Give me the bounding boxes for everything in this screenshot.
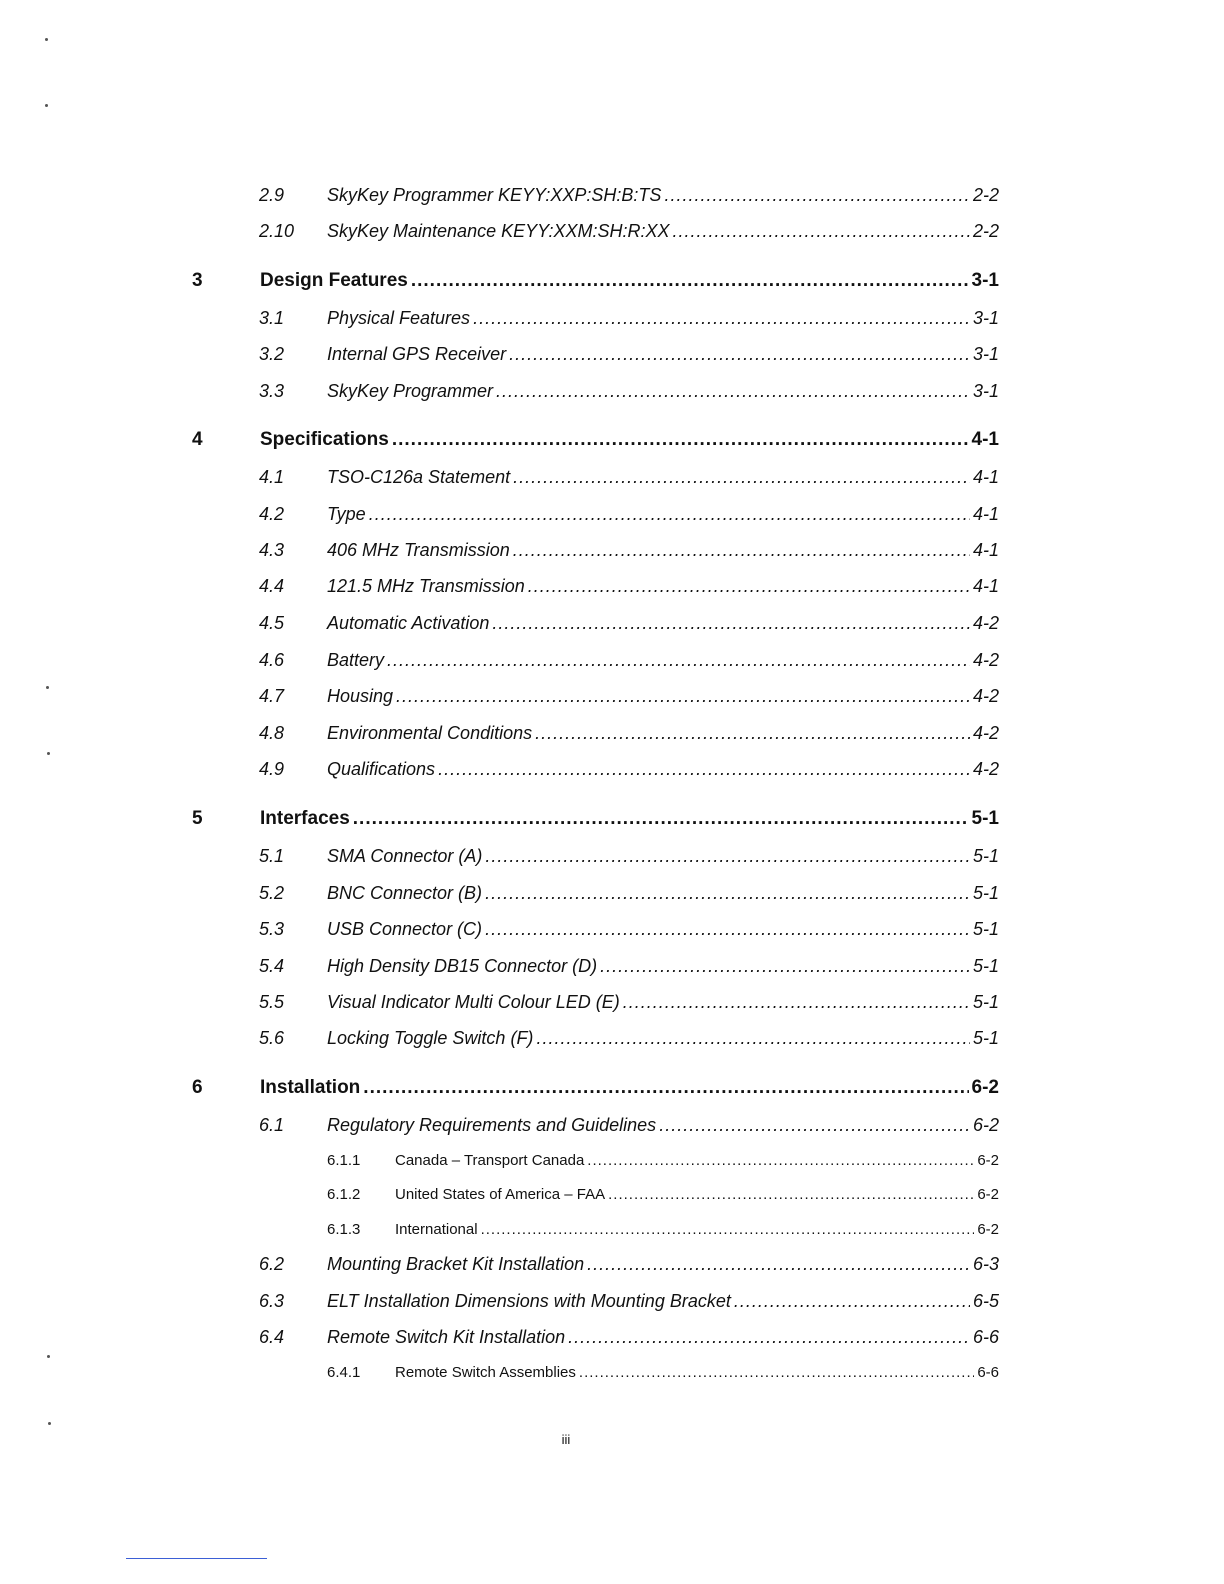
toc-link[interactable] [260, 425, 999, 455]
toc-entry[interactable] [0, 718, 1224, 748]
toc-page: 5-1 [972, 956, 999, 976]
toc-title: High Density DB15 Connector (D) [327, 956, 598, 976]
toc-link[interactable] [327, 608, 999, 638]
toc-title: Canada – Transport Canada [395, 1152, 585, 1169]
dot-leader [509, 339, 970, 369]
toc-title: Physical Features [327, 308, 471, 328]
toc-title: Type [327, 504, 366, 524]
toc-title: Battery [327, 650, 385, 670]
toc-entry[interactable] [0, 608, 1224, 638]
toc-title: Regulatory Requirements and Guidelines [327, 1115, 657, 1135]
toc-number: 4.7 [259, 686, 285, 706]
scan-speck [48, 1422, 51, 1425]
dot-leader [513, 535, 970, 565]
toc-number: 6.1.3 [327, 1221, 361, 1238]
dot-leader [664, 180, 970, 210]
toc-entry[interactable] [0, 462, 1224, 492]
toc-page: 4-1 [972, 504, 999, 524]
toc-title: Installation [260, 1077, 361, 1098]
toc-number: 4.1 [259, 467, 285, 487]
dot-leader [485, 914, 970, 944]
toc-link[interactable] [327, 1110, 999, 1140]
toc-title: Internal GPS Receiver [327, 344, 507, 364]
toc-title: Mounting Bracket Kit Installation [327, 1254, 585, 1274]
toc-page: 4-1 [972, 467, 999, 487]
toc-link[interactable] [327, 376, 999, 406]
toc-title: Environmental Conditions [327, 723, 533, 743]
toc-subentry[interactable] [0, 1358, 1224, 1388]
toc-page: 4-2 [972, 650, 999, 670]
toc-title: Interfaces [260, 808, 350, 829]
toc-link[interactable] [327, 754, 999, 784]
toc-page: 4-1 [971, 429, 999, 450]
dot-leader [496, 376, 970, 406]
scan-speck [45, 38, 48, 41]
dot-leader [587, 1249, 970, 1279]
dot-leader [587, 1146, 974, 1176]
dot-leader [392, 425, 969, 455]
toc-link[interactable] [327, 718, 999, 748]
toc-page: 5-1 [972, 1028, 999, 1048]
toc-subentry[interactable] [0, 1180, 1224, 1210]
toc-chapter[interactable] [0, 266, 1224, 296]
toc-title: Remote Switch Kit Installation [327, 1327, 566, 1347]
toc-number: 3 [192, 270, 203, 291]
dot-leader [363, 1073, 968, 1103]
toc-link[interactable] [327, 681, 999, 711]
toc-page: 4-2 [972, 723, 999, 743]
toc-entry[interactable] [0, 571, 1224, 601]
toc-number: 6.3 [259, 1291, 285, 1311]
toc-number: 4.4 [259, 576, 285, 596]
dot-leader [672, 216, 970, 246]
toc-link[interactable] [395, 1146, 999, 1176]
toc-page: 3-1 [972, 344, 999, 364]
toc-number: 4 [192, 429, 203, 450]
toc-entry[interactable] [0, 216, 1224, 246]
toc-subentry[interactable] [0, 1215, 1224, 1245]
dot-leader [396, 681, 970, 711]
toc-title: Visual Indicator Multi Colour LED (E) [327, 992, 620, 1012]
toc-link[interactable] [327, 535, 999, 565]
toc-page: 6-6 [972, 1327, 999, 1347]
toc-number: 5 [192, 808, 203, 829]
dot-leader [369, 499, 970, 529]
toc-number: 2.10 [259, 221, 295, 241]
toc-title: 121.5 MHz Transmission [327, 576, 525, 596]
dot-leader [623, 987, 970, 1017]
toc-entry[interactable] [0, 535, 1224, 565]
dot-leader [528, 571, 970, 601]
toc-link[interactable] [327, 951, 999, 981]
toc-title: Housing [327, 686, 394, 706]
dot-leader [411, 266, 969, 296]
toc-number: 6.4 [259, 1327, 285, 1347]
toc-number: 3.3 [259, 381, 285, 401]
toc-number: 6 [192, 1077, 203, 1098]
toc-link[interactable] [327, 1249, 999, 1279]
toc-link[interactable] [327, 216, 999, 246]
toc-page: 6-5 [972, 1291, 999, 1311]
toc-entry[interactable] [0, 1322, 1224, 1352]
toc-link[interactable] [260, 266, 999, 296]
dot-leader [568, 1322, 970, 1352]
dot-leader [535, 718, 970, 748]
toc-title: Remote Switch Assemblies [395, 1364, 576, 1381]
dot-leader [387, 645, 970, 675]
toc-number: 4.2 [259, 504, 285, 524]
toc-chapter[interactable] [0, 1073, 1224, 1103]
toc-entry[interactable] [0, 1286, 1224, 1316]
toc-link[interactable] [395, 1180, 999, 1210]
toc-entry[interactable] [0, 1023, 1224, 1053]
toc-entry[interactable] [0, 878, 1224, 908]
toc-chapter[interactable] [0, 425, 1224, 455]
toc-entry[interactable] [0, 951, 1224, 981]
toc-subentry[interactable] [0, 1146, 1224, 1176]
toc-page: 6-6 [977, 1364, 999, 1381]
toc-number: 5.3 [259, 919, 285, 939]
toc-page: 2-2 [972, 185, 999, 205]
toc-title: 406 MHz Transmission [327, 540, 510, 560]
toc-page: 6-2 [977, 1221, 999, 1238]
toc-entry[interactable] [0, 987, 1224, 1017]
toc-chapter[interactable] [0, 804, 1224, 834]
toc-number: 6.2 [259, 1254, 285, 1274]
toc-title: Qualifications [327, 759, 436, 779]
toc-title: SkyKey Maintenance KEYY:XXM:SH:R:XX [327, 221, 670, 241]
toc-number: 4.3 [259, 540, 285, 560]
toc-number: 4.8 [259, 723, 285, 743]
toc-link[interactable] [260, 1073, 999, 1103]
dot-leader [473, 303, 970, 333]
dot-leader [659, 1110, 970, 1140]
toc-link[interactable] [327, 180, 999, 210]
toc-entry[interactable] [0, 1110, 1224, 1140]
toc-page: 5-1 [971, 808, 999, 829]
toc-number: 5.4 [259, 956, 285, 976]
toc-number: 5.5 [259, 992, 285, 1012]
dot-leader [608, 1180, 974, 1210]
toc-link[interactable] [327, 914, 999, 944]
dot-leader [492, 608, 970, 638]
toc-title: United States of America – FAA [395, 1186, 606, 1203]
scan-speck [47, 752, 50, 755]
toc-number: 5.6 [259, 1028, 285, 1048]
toc-entry[interactable] [0, 499, 1224, 529]
toc-page: 3-1 [972, 308, 999, 328]
toc-page: 4-2 [972, 686, 999, 706]
dot-leader [438, 754, 970, 784]
dot-leader [481, 1215, 975, 1245]
toc-page: 6-2 [971, 1077, 999, 1098]
toc-number: 5.1 [259, 846, 285, 866]
toc-link[interactable] [395, 1358, 999, 1388]
toc-entry[interactable] [0, 303, 1224, 333]
toc-page: 3-1 [972, 381, 999, 401]
toc-number: 4.9 [259, 759, 285, 779]
toc-entry[interactable] [0, 914, 1224, 944]
page-number: iii [561, 1432, 571, 1447]
toc-link[interactable] [327, 1322, 999, 1352]
toc-link[interactable] [260, 804, 999, 834]
toc-page: 6-2 [977, 1186, 999, 1203]
toc-link[interactable] [327, 499, 999, 529]
toc-entry[interactable] [0, 376, 1224, 406]
toc-page: 5-1 [972, 883, 999, 903]
toc-number: 4.5 [259, 613, 285, 633]
toc-title: Automatic Activation [327, 613, 490, 633]
toc-entry[interactable] [0, 645, 1224, 675]
toc-link[interactable] [327, 303, 999, 333]
toc-link[interactable] [327, 1286, 999, 1316]
dot-leader [485, 841, 970, 871]
toc-number: 3.2 [259, 344, 285, 364]
scan-speck [47, 1355, 50, 1358]
toc-link[interactable] [327, 841, 999, 871]
toc-title: SMA Connector (A) [327, 846, 483, 866]
toc-link[interactable] [327, 339, 999, 369]
toc-number: 6.4.1 [327, 1364, 361, 1381]
dot-leader [513, 462, 970, 492]
dot-leader [536, 1023, 970, 1053]
toc-number: 6.1 [259, 1115, 285, 1135]
toc-title: Specifications [260, 429, 389, 450]
toc-page: 3-1 [971, 270, 999, 291]
toc-number: 2.9 [259, 185, 285, 205]
toc-title: BNC Connector (B) [327, 883, 483, 903]
toc-page: 4-1 [972, 540, 999, 560]
toc-entry[interactable] [0, 841, 1224, 871]
toc-page: 5-1 [972, 992, 999, 1012]
dot-leader [600, 951, 970, 981]
toc-link[interactable] [327, 987, 999, 1017]
toc-link[interactable] [327, 571, 999, 601]
toc-number: 4.6 [259, 650, 285, 670]
dot-leader [579, 1358, 974, 1388]
toc-title: International [395, 1221, 478, 1238]
toc-link[interactable] [327, 462, 999, 492]
toc-link[interactable] [327, 1023, 999, 1053]
footer-divider [126, 1558, 267, 1559]
toc-link[interactable] [327, 645, 999, 675]
toc-entry[interactable] [0, 339, 1224, 369]
toc-title: SkyKey Programmer [327, 381, 494, 401]
toc-page: 4-2 [972, 759, 999, 779]
toc-number: 5.2 [259, 883, 285, 903]
toc-title: USB Connector (C) [327, 919, 483, 939]
toc-page: 2-2 [972, 221, 999, 241]
toc-number: 3.1 [259, 308, 285, 328]
toc-page: 6-2 [977, 1152, 999, 1169]
toc-title: Design Features [260, 270, 408, 291]
toc-link[interactable] [327, 878, 999, 908]
dot-leader [353, 804, 969, 834]
toc-page: 4-2 [972, 613, 999, 633]
toc-title: Locking Toggle Switch (F) [327, 1028, 534, 1048]
toc-entry[interactable] [0, 180, 1224, 210]
toc-entry[interactable] [0, 754, 1224, 784]
toc-title: SkyKey Programmer KEYY:XXP:SH:B:TS [327, 185, 662, 205]
toc-page: 4-1 [972, 576, 999, 596]
toc-page: 5-1 [972, 846, 999, 866]
toc-page: 6-2 [972, 1115, 999, 1135]
toc-entry[interactable] [0, 1249, 1224, 1279]
dot-leader [485, 878, 970, 908]
toc-entry[interactable] [0, 681, 1224, 711]
toc-link[interactable] [395, 1215, 999, 1245]
toc-page: 5-1 [972, 919, 999, 939]
dot-leader [734, 1286, 970, 1316]
scan-speck [46, 686, 49, 689]
toc-page: 6-3 [972, 1254, 999, 1274]
toc-title: TSO-C126a Statement [327, 467, 511, 487]
scan-speck [45, 104, 48, 107]
toc-number: 6.1.1 [327, 1152, 361, 1169]
toc-title: ELT Installation Dimensions with Mounting Bracket [327, 1291, 731, 1311]
toc-number: 6.1.2 [327, 1186, 361, 1203]
